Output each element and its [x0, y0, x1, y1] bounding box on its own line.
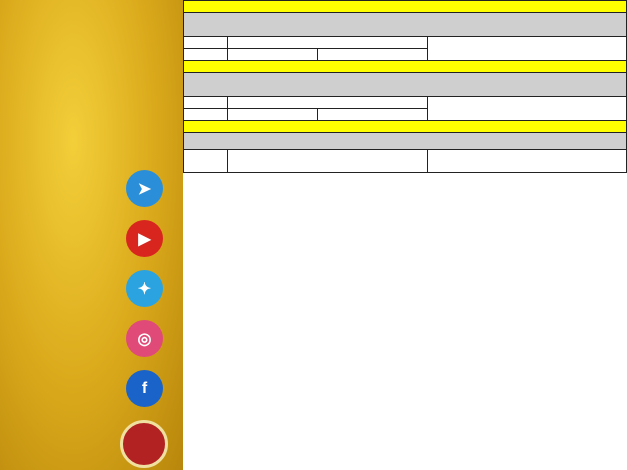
escala-header [228, 97, 428, 109]
descripcion-header [228, 150, 428, 173]
expresados-header [428, 37, 627, 61]
organization-seal [120, 420, 168, 468]
section-title [184, 133, 627, 150]
fee-table-document [183, 0, 627, 470]
expresados-header [428, 150, 627, 173]
social-icons [126, 170, 166, 420]
articulo-header [184, 97, 228, 109]
section-title [184, 13, 627, 37]
instagram-icon[interactable]: ◎ [126, 320, 163, 357]
section-title [184, 73, 627, 97]
articulo-header [184, 37, 228, 49]
facebook-icon[interactable]: f [126, 370, 163, 407]
hasta-header [318, 49, 428, 61]
twitter-icon[interactable]: ✦ [126, 270, 163, 307]
desde-header [228, 109, 318, 121]
desde-header [228, 49, 318, 61]
escala-header [228, 37, 428, 49]
note [184, 1, 627, 13]
promo-sidebar [0, 0, 183, 470]
telegram-icon[interactable]: ➤ [126, 170, 163, 207]
youtube-icon[interactable]: ▶ [126, 220, 163, 257]
hasta-header [318, 109, 428, 121]
note [184, 61, 627, 73]
fee-table [183, 0, 627, 173]
expresados-header [428, 97, 627, 121]
note [184, 121, 627, 133]
articulo-header [184, 150, 228, 173]
